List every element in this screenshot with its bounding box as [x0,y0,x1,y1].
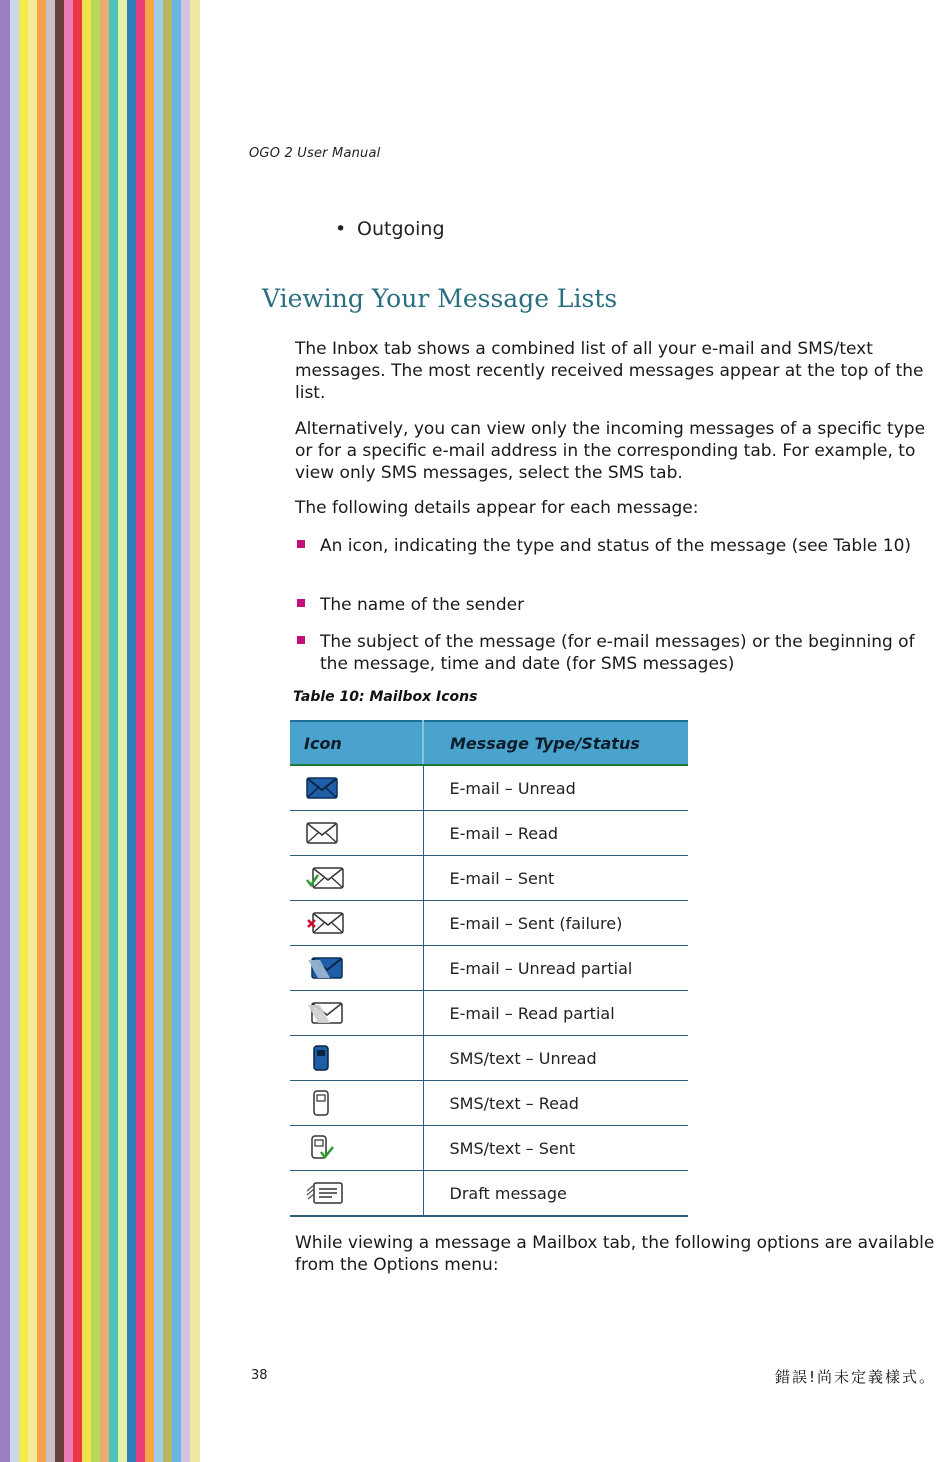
email-read-partial-icon [306,1001,344,1025]
column-header-icon: Icon [290,721,423,765]
row-label: E-mail – Unread partial [423,946,688,991]
stripe [145,0,154,1462]
page-number: 38 [251,1368,268,1383]
details-list-item-1 [295,535,945,557]
table-row [290,901,688,946]
stripe [19,0,28,1462]
details-item-text: The subject of the message (for e-mail messages) or the beginning of the message, time and date (for SMS messages) [320,632,915,674]
stripe [136,0,145,1462]
stripe [46,0,55,1462]
row-label: SMS/text – Read [423,1081,688,1126]
email-sent-failure-icon [306,912,344,934]
table-row [290,1126,688,1171]
footer-error-text: 錯誤!尚未定義樣式。 [774,1368,936,1386]
sms-read-icon [306,1089,336,1117]
stripe [10,0,19,1462]
decorative-stripes [0,0,200,1462]
square-bullet-icon [297,540,305,548]
stripe [163,0,172,1462]
square-bullet-icon [297,636,305,644]
table-row [290,811,688,856]
table-row [290,1081,688,1126]
details-item-text: An icon, indicating the type and status of the message (see Table 10) [320,536,912,556]
stripe [28,0,37,1462]
stripe [190,0,200,1462]
mailbox-icons-table [290,720,688,1217]
table-row [290,856,688,901]
stripe [0,0,10,1462]
paragraph-options: While viewing a message a Mailbox tab, the following options are available from the Options menu: [295,1233,935,1275]
row-label: E-mail – Sent [423,856,688,901]
stripe [172,0,181,1462]
table-row [290,946,688,991]
table-caption: Table 10: Mailbox Icons [293,689,478,705]
email-sent-icon [306,867,344,889]
stripe [37,0,46,1462]
row-label: E-mail – Read partial [423,991,688,1036]
table-row [290,1036,688,1081]
page-header: OGO 2 User Manual [249,146,381,161]
table-row [290,765,688,811]
stripe [118,0,127,1462]
outgoing-bullet [335,218,445,240]
sms-sent-icon [306,1134,336,1162]
stripe [91,0,100,1462]
row-label: E-mail – Unread [423,765,688,811]
row-label: E-mail – Read [423,811,688,856]
email-read-icon [306,822,338,844]
email-unread-icon [306,777,338,799]
section-title: Viewing Your Message Lists [262,284,618,313]
stripe [154,0,163,1462]
row-label: E-mail – Sent (failure) [423,901,688,946]
details-list-item-3 [295,631,945,675]
table-row [290,1171,688,1217]
stripe [109,0,118,1462]
stripe [73,0,82,1462]
row-label: Draft message [423,1171,688,1217]
row-label: SMS/text – Unread [423,1036,688,1081]
stripe [55,0,64,1462]
square-bullet-icon [297,599,305,607]
paragraph-details-intro: The following details appear for each message: [295,498,699,518]
table-row [290,991,688,1036]
column-header-type: Message Type/Status [423,721,688,765]
paragraph-alternatively: Alternatively, you can view only the incoming messages of a specific type or for a specific e-mail address in the corresponding tab. For example, to view only SMS messages, select the SMS tab. [295,419,926,483]
outgoing-bullet-text: Outgoing [357,218,445,240]
sms-unread-icon [306,1044,336,1072]
email-unread-partial-icon [306,956,344,980]
draft-message-icon [306,1181,344,1205]
stripe [64,0,73,1462]
stripe [181,0,190,1462]
stripe [127,0,136,1462]
details-item-text: The name of the sender [320,595,525,615]
details-list-item-2 [295,594,945,616]
stripe [100,0,109,1462]
row-label: SMS/text – Sent [423,1126,688,1171]
bullet-dot-icon: • [335,218,347,240]
stripe [82,0,91,1462]
paragraph-inbox: The Inbox tab shows a combined list of all your e-mail and SMS/text messages. The most recently received messages appear at the top of the list. [295,339,924,403]
